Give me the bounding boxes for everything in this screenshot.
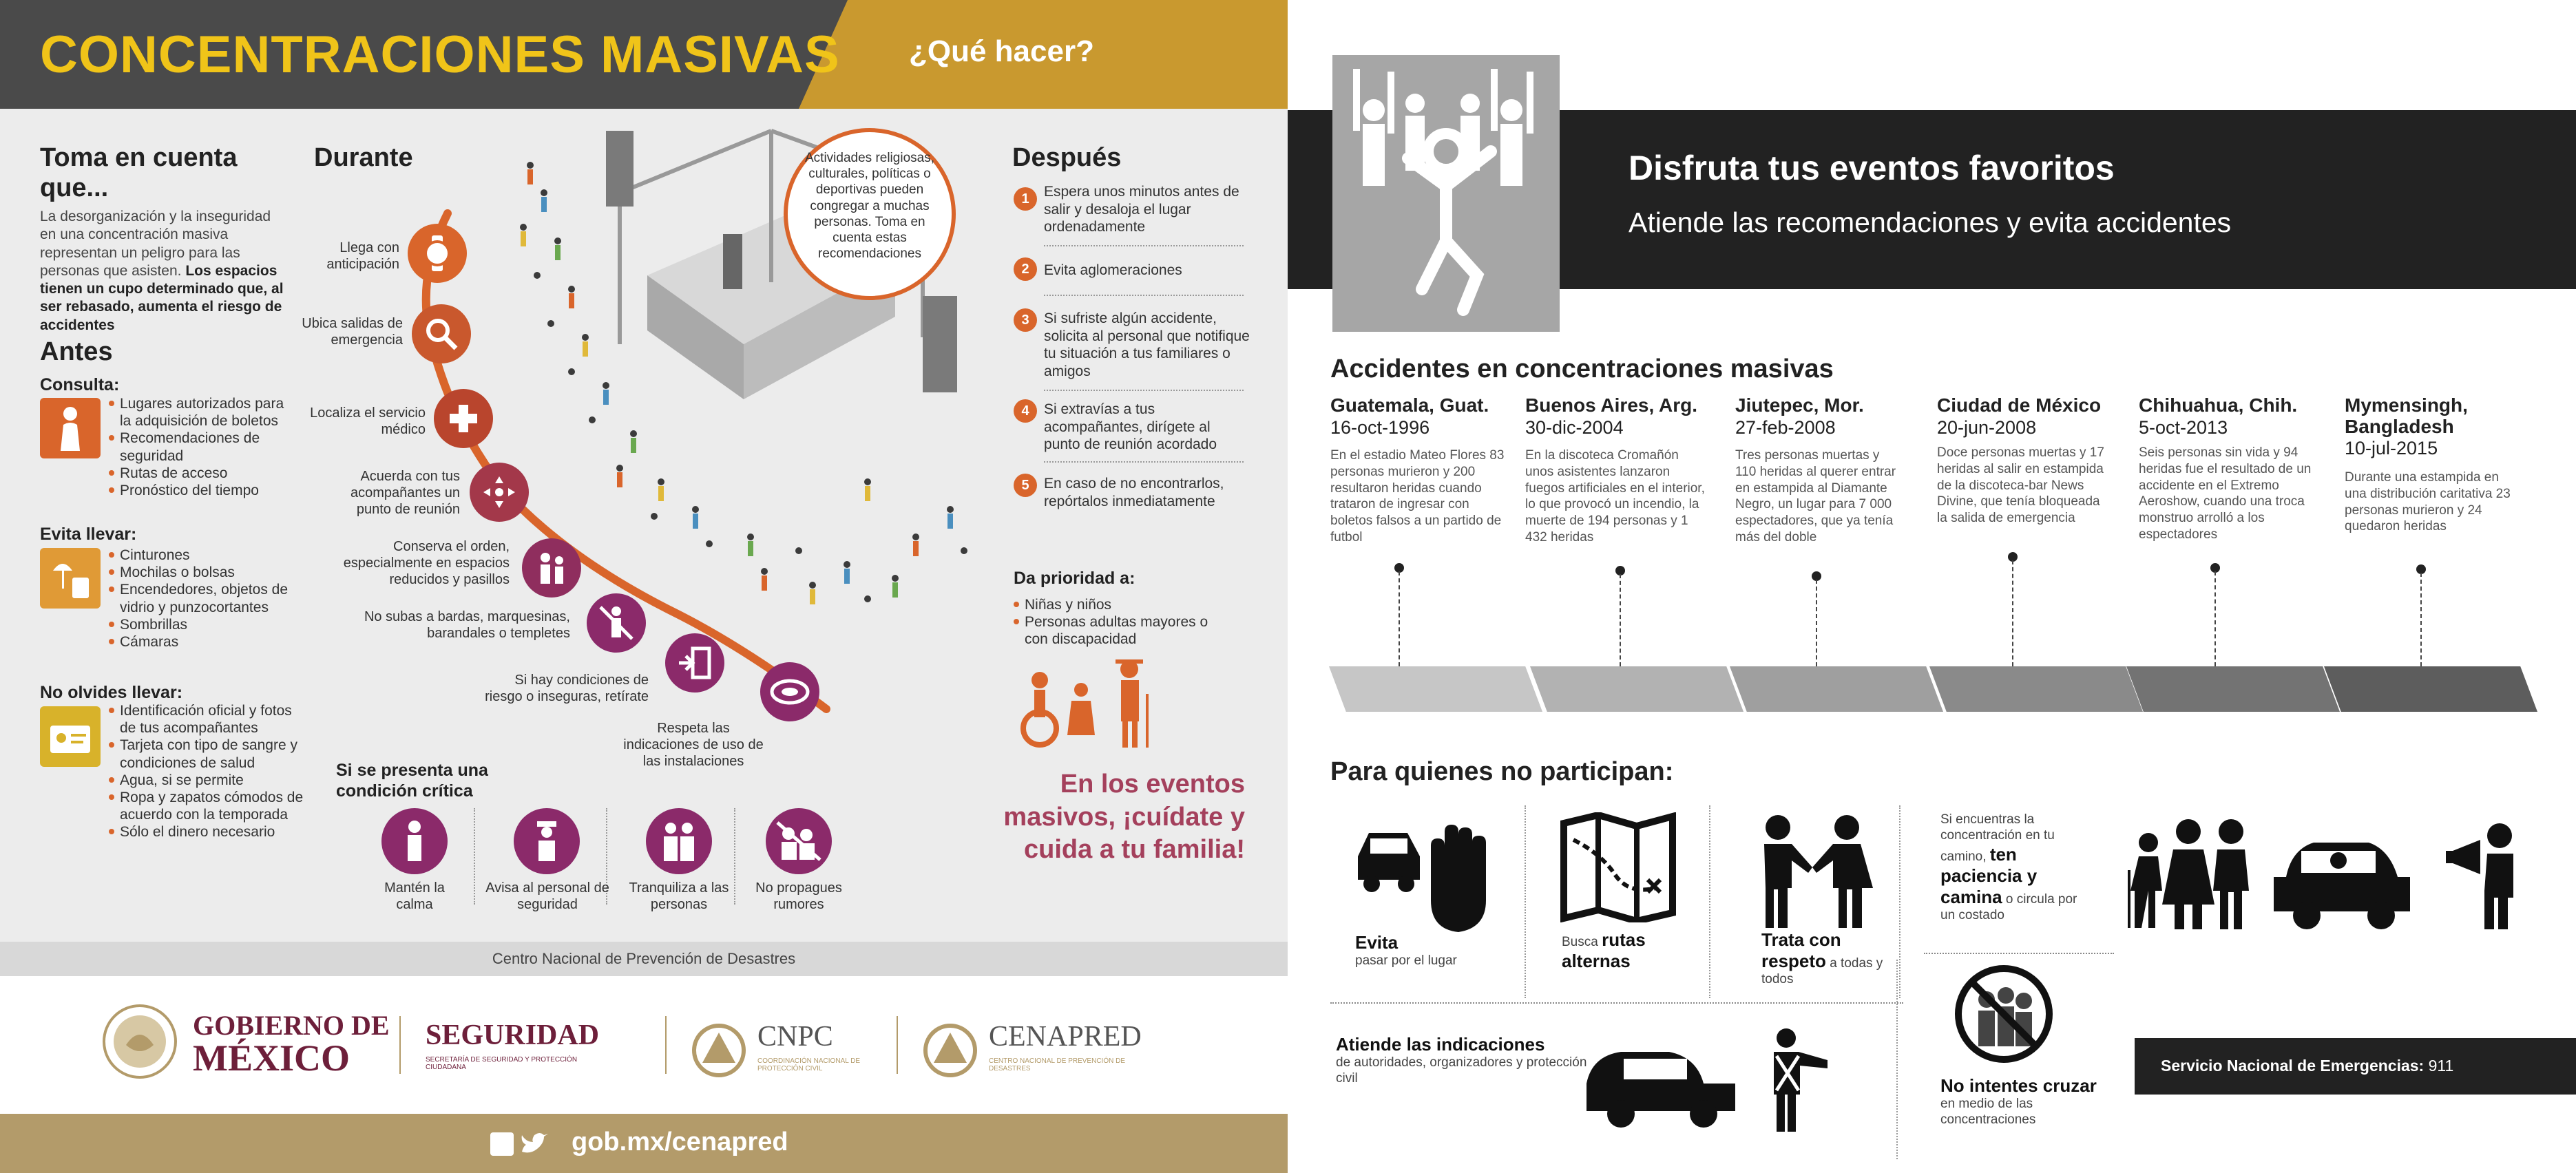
banner-subtitle: Atiende las recomendaciones y evita accidentes [1629,207,2232,238]
divider [1924,953,2114,954]
despues-step: Si extravías a tus acompañantes, dirígete al punto de reunión acordado [1044,401,1217,453]
search-icon [412,304,471,363]
divider [474,808,475,905]
list-item: Sombrillas [109,616,288,633]
accident-city: Jiutepec, Mor. [1735,394,1864,416]
logo-cnpc: CNPC [757,1021,833,1053]
twitter-icon[interactable] [521,1132,548,1156]
timeline-segment [2126,666,2340,712]
accident-city: Ciudad de México [1937,394,2102,416]
watch-icon [408,224,467,283]
np-cruzar-text: en medio de las concentraciones [1940,1097,2036,1127]
accident-desc: Seis personas sin vida y 94 heridas fue el resultado de un accidente en el Extremo Aeroshow, cuando una troca monstruo arrolló a los espectadores [2139,445,2312,542]
critica-heading: Si se presenta una condición crítica [336,761,488,801]
critica-item: Avisa al personal de seguridad [485,880,609,912]
accident-desc: En el estadio Mateo Flores 83 personas murieron y 200 resultaron heridas cuando trataron de ingresar con boletos falsos a un partido de futbol [1330,448,1505,545]
step-number: 3 [1014,308,1037,332]
np-atiende-text: de autoridades, organizadores y protección civil [1336,1055,1587,1086]
accidents-title: Accidentes en concentraciones masivas [1330,355,1834,383]
despues-step: En caso de no encontrarlos, repórtalos inmediatamente [1044,476,1224,509]
accident-date: 16-oct-1996 [1330,417,1430,438]
map-routes-icon [1560,812,1677,922]
timeline-pin-line [2012,560,2013,666]
umbrella-bag-icon [40,548,101,609]
np-trata-bold: Trata con respeto [1761,929,1841,972]
toma-text [40,208,288,335]
banner-title: Disfruta tus eventos favoritos [1629,149,2115,187]
emergency-service-number: 911 [2428,1057,2454,1075]
divider [1525,805,1526,998]
critica-item: No propagues rumores [755,880,842,912]
durante-item-6: No subas a bardas, marquesinas, barandales o templetes [364,609,570,641]
divider [1709,805,1710,998]
list-item: Tarjeta con tipo de sangre y condiciones de salud [109,737,308,771]
np-busca-text: Busca [1562,935,1598,949]
olvides-list [109,702,308,841]
calm-person-icon [381,808,448,874]
accident-date: 10-jul-2015 [2345,438,2438,458]
list-item: Sólo el dinero necesario [109,823,308,841]
durante-item-8: Respeta las indicaciones de uso de las instalaciones [623,721,764,769]
no-crossing-icon [1952,962,2055,1066]
page-subtitle: ¿Qué hacer? [909,34,1094,68]
timeline-segment [1329,666,1542,712]
np-trata-text: a todas y todos [1761,956,1883,987]
evita-list [109,547,288,651]
footer-credit: Centro Nacional de Prevención de Desastres [492,950,796,967]
toma-heading: Toma en cuenta que... [40,143,238,202]
durante-item-5: Conserva el orden, especialmente en espacios reducidos y pasillos [343,539,510,587]
timeline-pin-line [1620,574,1621,666]
durante-item-1: Llega con anticipación [326,240,399,272]
np-paciencia [1940,812,2092,924]
np-paciencia-text2: o circula por un costado [1940,891,2077,923]
despues-step: Si sufriste algún accidente, solicita al personal que notifique tu situación a tus familiares o amigos [1044,310,1250,379]
consulta-list [109,395,288,499]
list-item: Cinturones [109,547,288,564]
prioridad-heading: Da prioridad a: [1014,569,1135,588]
divider [897,1016,898,1074]
cuidate-slogan: En los eventos masivos, ¡cuídate y cuida a tu familia! [1003,770,1245,864]
car-stop-hand-icon [1355,818,1493,935]
timeline-segment [2324,666,2537,712]
info-bubble-text: Actividades religiosas, culturales, políticas o deportivas pueden congregar a muchas personas. Toma en cuenta estas recomendaciones [805,151,934,262]
critica-item: Tranquiliza a las personas [629,880,729,912]
page-title: CONCENTRACIONES MASIVAS [40,25,840,84]
list-item: Cámaras [109,633,288,651]
no-rumors-icon [766,808,832,874]
woman-phone-icon [40,398,101,458]
despues-heading: Después [1012,143,1122,172]
cenapred-emblem-icon [923,1023,978,1078]
timeline-pin-line [1816,580,1817,666]
np-evita [1355,932,1493,969]
divider [665,1016,667,1074]
accident-desc: Doce personas muertas y 17 heridas al salir en estampida de la discoteca-bar News Divine, que tenía bloqueada la salida de emergencia [1937,445,2104,525]
emergency-service-label: Servicio Nacional de Emergencias: [2161,1057,2425,1075]
list-item: Niñas y niños [1014,596,1220,613]
list-item: Pronóstico del tiempo [109,482,288,499]
durante-item-2: Ubica salidas de emergencia [302,316,403,348]
np-trata [1761,929,1885,988]
np-evita-bold: Evita [1355,932,1399,953]
logo-gobierno-line2: MÉXICO [193,1037,350,1079]
divider [1044,461,1244,463]
np-cruzar-bold: No intentes cruzar [1940,1075,2097,1096]
accident-city: Guatemala, Guat. [1330,394,1489,416]
family-priority-icon [1019,653,1164,749]
evita-label: Evita llevar: [40,525,137,544]
antes-heading: Antes [40,337,113,366]
np-busca-bold: rutas alternas [1562,929,1646,972]
list-item: Recomendaciones de seguridad [109,430,288,464]
footer-url[interactable]: gob.mx/cenapred [572,1128,788,1156]
list-item: Rutas de acceso [109,465,288,482]
divider [399,1016,401,1074]
celebrating-crowd-icon [1332,55,1560,332]
emergency-service-bar [2135,1038,2576,1095]
step-number: 1 [1014,187,1037,211]
olvides-label: No olvides llevar: [40,683,183,702]
accident-date: 27-feb-2008 [1735,417,1836,438]
logo-gobierno-line1: GOBIERNO DE [193,1010,390,1041]
mexico-seal-icon [102,1004,178,1079]
logo-seguridad-sub: SECRETARÍA DE SEGURIDAD Y PROTECCIÓN CIUDADANA [426,1056,578,1071]
consulta-label: Consulta: [40,375,120,394]
list-item: Encendedores, objetos de vidrio y punzocortantes [109,581,288,615]
logo-gobierno [193,1012,390,1077]
np-paciencia-text1: Si encuentras la concentración en tu camino, [1940,812,2055,864]
step-number: 2 [1014,257,1037,281]
facebook-icon[interactable] [490,1132,514,1156]
divider [1044,245,1244,246]
crowd-car-megaphone-icon [2128,815,2555,932]
logo-cenapred: CENAPRED [989,1021,1142,1053]
critica-item: Mantén la calma [384,880,445,912]
list-item: Mochilas o bolsas [109,564,288,581]
cnpc-emblem-icon [691,1023,746,1078]
accident-date: 5-oct-2013 [2139,417,2228,438]
timeline-segment [1929,666,2143,712]
right-panel [1288,0,2576,1173]
reassure-people-icon [646,808,712,874]
accident-date: 30-dic-2004 [1525,417,1624,438]
step-number: 4 [1014,399,1037,423]
divider [1044,390,1244,391]
list-item: Identificación oficial y fotos de tus acompañantes [109,702,308,737]
logo-cnpc-sub: COORDINACIÓN NACIONAL DE PROTECCIÓN CIVIL [757,1057,861,1072]
np-paciencia-bold: ten paciencia y camina [1940,843,2038,907]
durante-item-4: Acuerda con tus acompañantes un punto de reunión [350,469,460,517]
despues-step: Espera unos minutos antes de salir y desaloja el lugar ordenadamente [1044,184,1239,235]
despues-step: Evita aglomeraciones [1044,262,1182,278]
prioridad-list [1014,596,1220,648]
step-number: 5 [1014,474,1037,497]
handshake-people-icon [1750,812,1874,929]
accident-city: Mymensingh, Bangladesh [2345,394,2468,437]
list-item: Agua, si se permite [109,772,308,789]
accident-city: Chihuahua, Chih. [2139,394,2298,416]
car-traffic-officer-icon [1580,1028,1841,1132]
toma-text-bold: Los espacios tienen un cupo determinado que, al ser rebasado, aumenta el riesgo de accidentes [40,262,284,333]
accident-date: 20-jun-2008 [1937,417,2037,438]
np-atiende [1336,1034,1611,1087]
timeline-pin-line [1399,571,1400,666]
divider [1330,1002,1903,1004]
security-guard-icon [514,808,580,874]
divider [1896,960,1898,1159]
accident-desc: En la discoteca Cromañón unos asistentes lanzaron fuegos artificiales en el interior, lo que provocó un incendio, la muerte de 194 personas y 1 432 heridas [1525,448,1705,545]
list-item: Personas adultas mayores o con discapacidad [1014,613,1220,648]
list-item: Lugares autorizados para la adquisición de boletos [109,395,288,430]
non-participants-title: Para quienes no participan: [1330,757,1674,786]
list-item: Ropa y zapatos cómodos de acuerdo con la temporada [109,789,308,823]
np-cruzar [1940,1075,2106,1128]
durante-item-7: Si hay condiciones de riesgo o inseguras, retírate [485,673,649,704]
banner-illustration [1332,55,1560,332]
logo-seguridad: SEGURIDAD [426,1019,600,1051]
timeline-segment [1730,666,1943,712]
durante-heading: Durante [314,143,413,172]
durante-item-3: Localiza el servicio médico [310,405,426,437]
divider [1899,805,1900,998]
np-atiende-bold: Atiende las indicaciones [1336,1034,1545,1055]
logo-cenapred-sub: CENTRO NACIONAL DE PREVENCIÓN DE DESASTRES [989,1057,1125,1072]
id-card-icon [40,706,101,767]
timeline-segment [1530,666,1743,712]
np-busca [1562,929,1699,972]
timeline-pin-line [2214,571,2216,666]
divider [1044,295,1244,296]
timeline-pin-line [2420,573,2422,666]
np-evita-text: pasar por el lugar [1355,953,1457,969]
accident-city: Buenos Aires, Arg. [1525,394,1697,416]
toma-text-normal: La desorganización y la inseguridad en una concentración masiva representan un peligro para las personas que asisten. [40,209,271,279]
accident-desc: Tres personas muertas y 110 heridas al querer entrar en estampida al Diamante Negro, un lugar para 7 000 espectadores, que ya tenía más del doble [1735,448,1896,545]
accident-desc: Durante una estampida en una distribución caritativa 23 personas murieron y 24 quedaron heridas [2345,470,2511,534]
